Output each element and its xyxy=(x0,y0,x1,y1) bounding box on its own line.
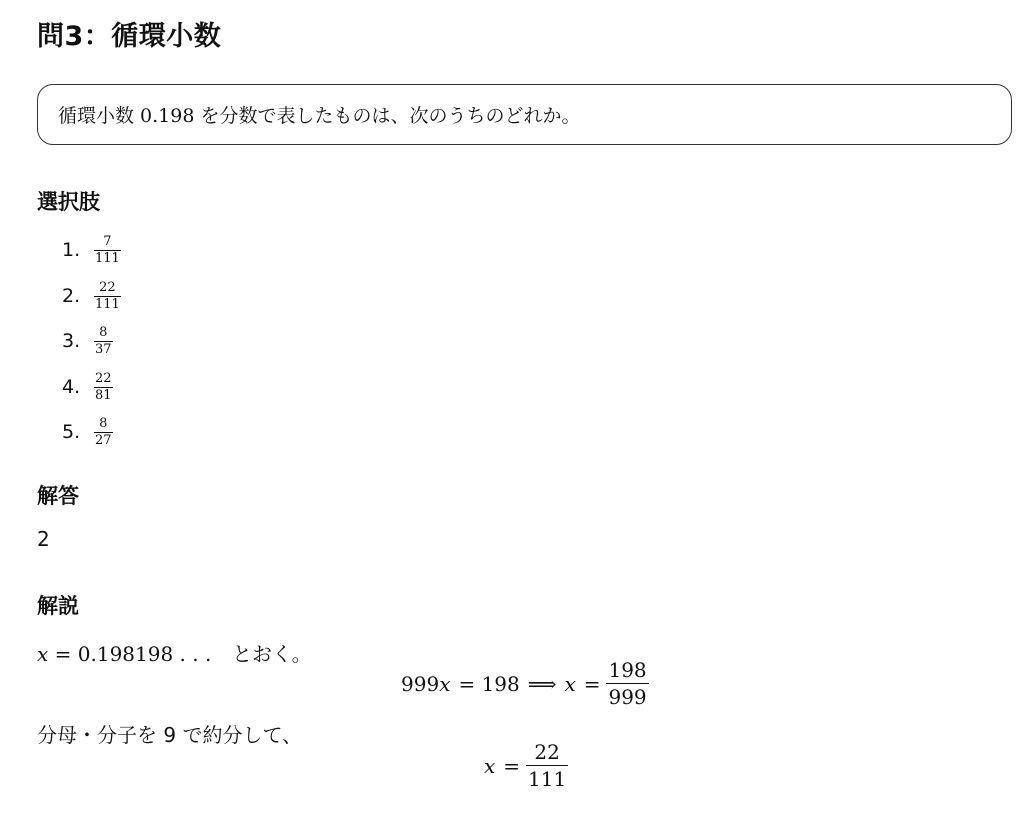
fraction-numerator: 8 xyxy=(99,324,108,340)
fraction-numerator: 7 xyxy=(103,233,112,249)
choice-number: 4. xyxy=(62,376,81,398)
fraction-numerator: 22 xyxy=(99,279,116,295)
answer-heading: 解答 xyxy=(37,484,79,508)
fraction-denominator: 111 xyxy=(95,250,120,266)
explanation-line-2 xyxy=(37,719,302,748)
choice-fraction xyxy=(94,281,121,312)
question-box xyxy=(37,84,1012,145)
explanation-text: とおく。 xyxy=(232,642,312,666)
choice-item xyxy=(37,230,337,270)
choice-number: 5. xyxy=(62,421,81,443)
math-expression: = 198 xyxy=(458,671,520,696)
choice-fraction xyxy=(94,372,113,403)
display-fraction xyxy=(606,658,648,709)
choice-item xyxy=(37,412,337,452)
math-equals: = xyxy=(583,671,601,696)
choice-fraction xyxy=(94,326,113,357)
fraction-denominator: 111 xyxy=(528,767,567,792)
question-text: 循環小数 0.198 を分数で表したものは、次のうちのどれか。 xyxy=(58,105,581,127)
explanation-line-1 xyxy=(37,638,312,667)
math-variable: x xyxy=(564,671,576,696)
math-variable: x xyxy=(484,753,496,778)
math-variable: x xyxy=(37,642,49,666)
choice-item xyxy=(37,367,337,407)
display-equation-1 xyxy=(401,658,649,709)
explanation-text: 分母・分子を 9 で約分して、 xyxy=(37,723,303,747)
fraction-numerator: 22 xyxy=(534,740,560,764)
answer-value: 2 xyxy=(37,527,50,551)
choice-number: 1. xyxy=(62,239,81,261)
page-title: 問3：循環小数 xyxy=(37,21,222,52)
fraction-denominator: 111 xyxy=(95,296,120,312)
math-expression: = 0.198198 . . . xyxy=(54,642,212,666)
choice-item xyxy=(37,276,337,316)
fraction-numerator: 198 xyxy=(608,658,647,682)
fraction-numerator: 22 xyxy=(95,370,112,386)
choice-fraction xyxy=(94,235,121,266)
implies-arrow: ⟹ xyxy=(527,671,557,696)
choice-fraction xyxy=(94,417,113,448)
display-equation-2 xyxy=(484,740,568,791)
fraction-numerator: 8 xyxy=(99,415,108,431)
choice-number: 2. xyxy=(62,285,81,307)
fraction-denominator: 37 xyxy=(95,341,112,357)
fraction-denominator: 81 xyxy=(95,387,112,403)
choices-heading: 選択肢 xyxy=(37,190,100,214)
fraction-denominator: 27 xyxy=(95,432,112,448)
math-equals: = xyxy=(503,753,521,778)
choice-item xyxy=(37,321,337,361)
math-variable: x xyxy=(439,671,451,696)
display-fraction xyxy=(526,740,568,791)
fraction-denominator: 999 xyxy=(608,685,647,710)
explanation-heading: 解説 xyxy=(37,594,79,618)
math-number: 999 xyxy=(401,671,440,696)
choice-number: 3. xyxy=(62,330,81,352)
